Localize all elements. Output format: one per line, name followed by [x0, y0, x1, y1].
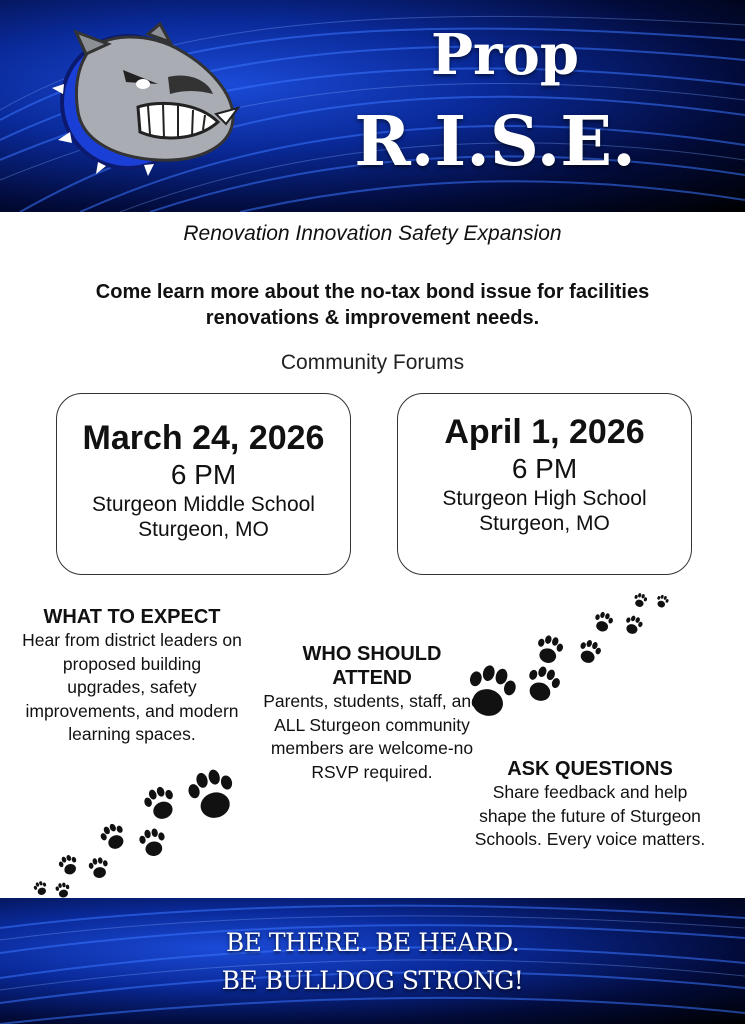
title-line-2: R.I.S.E.	[354, 102, 636, 182]
event-time: 6 PM	[170, 459, 237, 490]
wave-background	[0, 898, 745, 1024]
paw-print-icon	[141, 783, 180, 823]
tagline-line-1: BE THERE. BE HEARD.	[225, 928, 520, 957]
footer-banner	[0, 898, 745, 1024]
section-what-to-expect	[22, 605, 242, 747]
intro-text: Come learn more about the no-tax bond issue for facilities renovations & improvement needs.	[95, 281, 650, 329]
paw-print-icon	[98, 821, 130, 853]
paw-print-icon	[632, 592, 648, 608]
event-location: Sturgeon Middle School	[92, 493, 315, 516]
paw-print-icon	[32, 880, 49, 897]
paw-print-icon	[592, 610, 614, 633]
paw-print-icon	[57, 853, 81, 877]
section-heading: ASK QUESTIONS	[507, 758, 673, 780]
forums-heading: Community Forums	[280, 351, 465, 374]
paw-print-icon	[655, 593, 670, 609]
tagline-line-2: BE BULLDOG STRONG!	[221, 966, 524, 995]
section-heading: WHAT TO EXPECT	[43, 606, 221, 628]
section-who-should-attend	[262, 642, 482, 784]
section-body: Hear from district leaders on proposed building upgrades, safety improvements, and modern learning spaces.	[22, 630, 242, 744]
paw-print-icon	[534, 633, 566, 666]
paw-print-icon	[55, 882, 71, 899]
section-body: Parents, students, staff, and ALL Sturgeon community members are welcome-no RSVP required.	[263, 691, 481, 782]
paw-print-icon	[622, 614, 644, 637]
event-location: Sturgeon High School	[442, 487, 647, 510]
paw-print-icon	[576, 638, 604, 666]
subtitle: Renovation Innovation Safety Expansion	[183, 222, 562, 245]
paw-print-icon	[138, 827, 168, 858]
event-date: April 1, 2026	[444, 413, 645, 451]
paw-print-icon	[88, 856, 110, 879]
event-date: March 24, 2026	[82, 419, 325, 457]
event-city: Sturgeon, MO	[138, 518, 269, 541]
title-line-1: Prop	[430, 22, 580, 88]
section-body: Share feedback and help shape the future of Sturgeon Schools. Every voice matters.	[474, 782, 706, 849]
event-time: 6 PM	[511, 453, 578, 484]
section-heading: WHO SHOULD ATTEND	[302, 643, 442, 689]
event-city: Sturgeon, MO	[479, 512, 610, 535]
paw-print-icon	[185, 766, 240, 823]
section-ask-questions	[470, 757, 710, 852]
paw-print-icon	[522, 663, 563, 706]
